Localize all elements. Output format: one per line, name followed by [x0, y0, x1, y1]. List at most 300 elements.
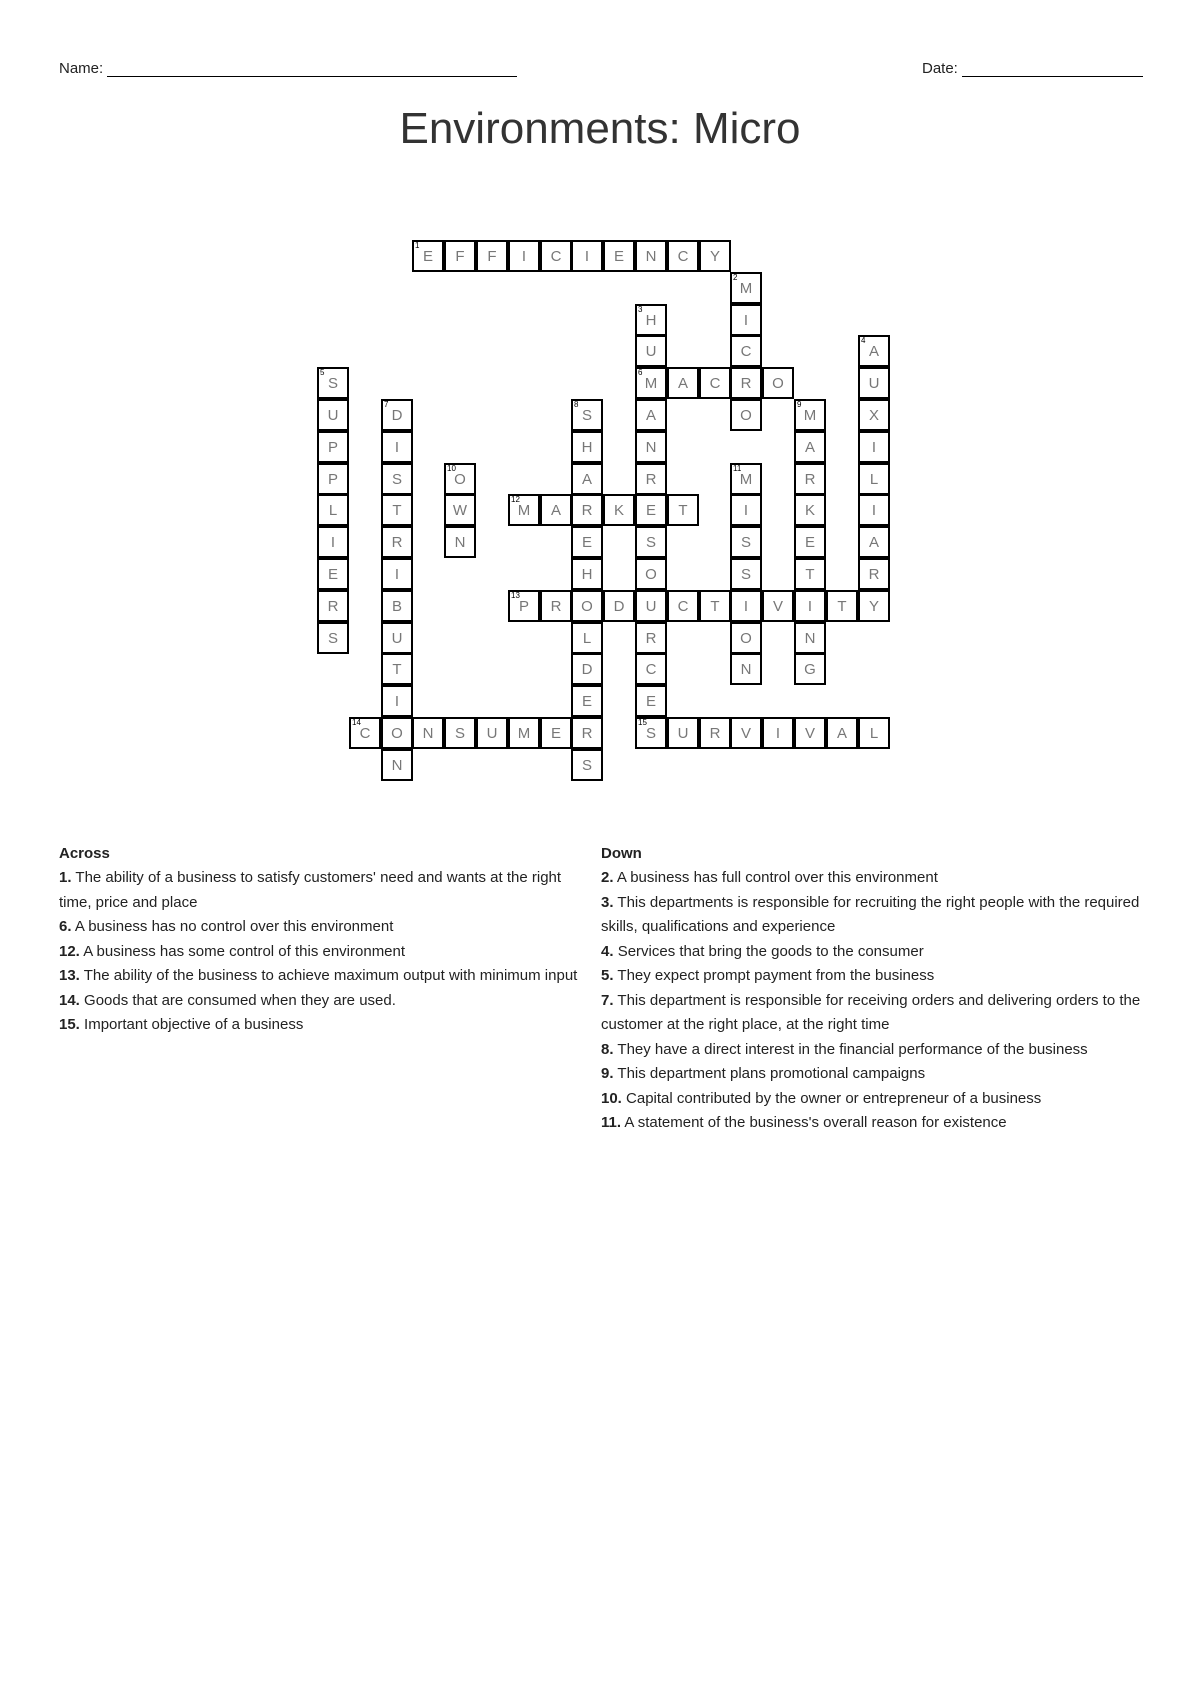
grid-cell[interactable]: [635, 431, 667, 463]
clue-number-label: 11: [733, 464, 742, 473]
cell-letter: R: [327, 597, 339, 615]
grid-cell[interactable]: [794, 526, 826, 558]
grid-cell[interactable]: [571, 431, 603, 463]
cell-letter: E: [327, 565, 338, 583]
cell-letter: V: [804, 724, 815, 742]
cell-letter: E: [422, 247, 433, 265]
grid-cell[interactable]: [858, 558, 890, 590]
grid-cell[interactable]: [444, 494, 476, 526]
grid-cell[interactable]: [699, 367, 731, 399]
down-clue: [601, 1111, 1161, 1136]
cell-letter: N: [422, 724, 434, 742]
grid-cell[interactable]: [730, 272, 762, 304]
cell-letter: L: [869, 470, 879, 488]
grid-cell[interactable]: [571, 653, 603, 685]
cell-letter: W: [452, 501, 468, 519]
grid-cell[interactable]: [540, 717, 572, 749]
grid-cell[interactable]: [571, 494, 603, 526]
cell-letter: I: [394, 565, 400, 583]
grid-cell[interactable]: [317, 526, 349, 558]
cell-letter: M: [739, 279, 753, 297]
cell-letter: N: [645, 247, 657, 265]
clue-number-label: 9: [797, 400, 802, 409]
grid-cell[interactable]: [571, 749, 603, 781]
cell-letter: O: [391, 724, 403, 742]
grid-cell[interactable]: [571, 717, 603, 749]
cell-letter: V: [772, 597, 783, 615]
grid-cell[interactable]: [794, 399, 826, 431]
clue-text: A business has full control over this environment: [616, 869, 938, 886]
cell-letter: S: [645, 533, 656, 551]
down-clue: [601, 891, 1161, 940]
across-clue: [59, 940, 589, 965]
clue-number: 13.: [59, 967, 80, 984]
cell-letter: N: [645, 438, 657, 456]
grid-cell[interactable]: [381, 494, 413, 526]
grid-cell[interactable]: [540, 240, 572, 272]
cell-letter: N: [391, 756, 403, 774]
cell-letter: R: [740, 374, 752, 392]
cell-letter: E: [550, 724, 561, 742]
grid-cell[interactable]: [794, 717, 826, 749]
clue-text: This departments is responsible for recruiting the right people with the required skills, qualifications and experience: [601, 893, 1140, 935]
clue-text: Goods that are consumed when they are used.: [84, 991, 396, 1009]
clue-number-label: 10: [447, 464, 456, 473]
grid-cell[interactable]: [381, 590, 413, 622]
name-line[interactable]: [107, 61, 517, 77]
across-clue: [59, 1013, 589, 1038]
grid-cell[interactable]: [762, 717, 794, 749]
cell-letter: C: [359, 724, 371, 742]
name-field[interactable]: [59, 60, 517, 77]
grid-cell[interactable]: [635, 494, 667, 526]
grid-cell[interactable]: [730, 335, 762, 367]
cell-letter: O: [581, 597, 593, 615]
cell-letter: M: [644, 374, 658, 392]
cell-letter: D: [391, 406, 403, 424]
grid-cell[interactable]: [508, 494, 540, 526]
grid-cell[interactable]: [699, 590, 731, 622]
cell-letter: X: [868, 406, 879, 424]
cell-letter: O: [454, 470, 466, 488]
grid-cell[interactable]: [858, 717, 890, 749]
cell-letter: T: [392, 660, 402, 678]
cell-letter: M: [739, 470, 753, 488]
cell-letter: R: [709, 724, 721, 742]
grid-cell[interactable]: [317, 367, 349, 399]
clue-number: 2.: [601, 869, 614, 886]
clue-number-label: 14: [352, 718, 361, 727]
cell-letter: E: [645, 501, 656, 519]
date-label: Date:: [922, 60, 958, 77]
cell-letter: Y: [709, 247, 720, 265]
grid-cell[interactable]: [508, 240, 540, 272]
grid-cell[interactable]: [381, 749, 413, 781]
clue-text: Important objective of a business: [84, 1016, 304, 1033]
cell-letter: I: [871, 438, 877, 456]
clue-number-label: 4: [861, 336, 866, 345]
grid-cell[interactable]: [381, 463, 413, 495]
grid-cell[interactable]: [349, 717, 381, 749]
grid-cell[interactable]: [635, 558, 667, 590]
cell-letter: U: [391, 629, 403, 647]
cell-letter: R: [804, 470, 816, 488]
cell-letter: R: [868, 565, 880, 583]
cell-letter: D: [613, 597, 625, 615]
grid-cell[interactable]: [381, 622, 413, 654]
cell-letter: H: [581, 565, 593, 583]
grid-cell[interactable]: [571, 622, 603, 654]
grid-cell[interactable]: [794, 653, 826, 685]
grid-cell[interactable]: [730, 526, 762, 558]
clue-number-label: 1: [415, 241, 420, 250]
grid-cell[interactable]: [508, 590, 540, 622]
grid-cell[interactable]: [317, 431, 349, 463]
grid-cell[interactable]: [794, 463, 826, 495]
grid-cell[interactable]: [730, 558, 762, 590]
grid-cell[interactable]: [794, 622, 826, 654]
cell-letter: U: [327, 406, 339, 424]
grid-cell[interactable]: [635, 399, 667, 431]
cell-letter: T: [837, 597, 847, 615]
grid-cell[interactable]: [667, 590, 699, 622]
cell-letter: I: [871, 501, 877, 519]
cell-letter: F: [487, 247, 497, 265]
grid-cell[interactable]: [381, 399, 413, 431]
cell-letter: V: [740, 724, 751, 742]
grid-cell[interactable]: [730, 304, 762, 336]
cell-letter: T: [805, 565, 815, 583]
cell-letter: U: [486, 724, 498, 742]
cell-letter: U: [645, 597, 657, 615]
cell-letter: K: [804, 501, 815, 519]
grid-cell[interactable]: [317, 494, 349, 526]
grid-cell[interactable]: [635, 685, 667, 717]
grid-cell[interactable]: [794, 431, 826, 463]
grid-cell[interactable]: [794, 558, 826, 590]
clue-number: 15.: [59, 1016, 80, 1033]
cell-letter: I: [394, 438, 400, 456]
clue-number-label: 15: [638, 718, 647, 727]
clue-number-label: 7: [384, 400, 389, 409]
grid-cell[interactable]: [635, 622, 667, 654]
grid-cell[interactable]: [667, 367, 699, 399]
grid-cell[interactable]: [858, 463, 890, 495]
cell-letter: S: [581, 406, 592, 424]
down-clue: [601, 940, 1161, 965]
grid-cell[interactable]: [444, 526, 476, 558]
down-clue: [601, 866, 1161, 891]
clue-text: A business has some control of this environment: [83, 942, 406, 960]
grid-cell[interactable]: [762, 367, 794, 399]
grid-cell[interactable]: [730, 622, 762, 654]
cell-letter: I: [521, 247, 527, 265]
cell-letter: S: [645, 724, 656, 742]
cell-letter: A: [836, 724, 847, 742]
clue-text: The ability of a business to satisfy customers' need and wants at the right time, price and place: [59, 869, 562, 911]
clue-text: They have a direct interest in the financial performance of the business: [617, 1040, 1088, 1058]
grid-cell[interactable]: [635, 717, 667, 749]
grid-cell[interactable]: [381, 653, 413, 685]
clue-text: A business has no control over this environment: [74, 918, 394, 935]
cell-letter: K: [613, 501, 624, 519]
across-clue: [59, 964, 589, 989]
grid-cell[interactable]: [412, 717, 444, 749]
grid-cell[interactable]: [699, 717, 731, 749]
clue-number: 7.: [601, 991, 614, 1009]
cell-letter: A: [645, 406, 656, 424]
grid-cell[interactable]: [476, 240, 508, 272]
grid-cell[interactable]: [317, 399, 349, 431]
cell-letter: B: [391, 597, 402, 615]
grid-cell[interactable]: [635, 653, 667, 685]
grid-cell[interactable]: [635, 304, 667, 336]
cell-letter: A: [868, 533, 879, 551]
clue-number: 11.: [601, 1114, 622, 1131]
cell-letter: E: [804, 533, 815, 551]
cell-letter: A: [550, 501, 561, 519]
cell-letter: C: [550, 247, 562, 265]
cell-letter: N: [804, 629, 816, 647]
grid-cell[interactable]: [858, 335, 890, 367]
cell-letter: I: [743, 597, 749, 615]
grid-cell[interactable]: [540, 494, 572, 526]
grid-cell[interactable]: [635, 240, 667, 272]
grid-cell[interactable]: [858, 494, 890, 526]
grid-cell[interactable]: [508, 717, 540, 749]
cell-letter: R: [581, 724, 593, 742]
clue-text: A statement of the business's overall reason for existence: [624, 1114, 1007, 1131]
clue-number-label: 12: [511, 495, 520, 504]
cell-letter: N: [740, 660, 752, 678]
grid-cell[interactable]: [317, 558, 349, 590]
clue-number: 1.: [59, 869, 72, 886]
grid-cell[interactable]: [381, 717, 413, 749]
clue-text: Services that bring the goods to the consumer: [617, 942, 924, 960]
clue-number-label: 3: [638, 305, 643, 314]
crossword-grid: [317, 240, 892, 800]
grid-cell[interactable]: [571, 463, 603, 495]
cell-letter: R: [391, 533, 403, 551]
down-clue: [601, 1087, 1161, 1112]
grid-cell[interactable]: [444, 717, 476, 749]
clue-number: 12.: [59, 942, 80, 960]
cell-letter: A: [581, 470, 592, 488]
grid-cell[interactable]: [635, 367, 667, 399]
clue-text: The ability of the business to achieve maximum output with minimum input: [83, 967, 578, 984]
grid-cell[interactable]: [730, 463, 762, 495]
grid-cell[interactable]: [444, 463, 476, 495]
cell-letter: Y: [868, 597, 879, 615]
cell-letter: P: [327, 470, 338, 488]
cell-letter: C: [677, 597, 689, 615]
grid-cell[interactable]: [730, 653, 762, 685]
cell-letter: I: [743, 501, 749, 519]
grid-cell[interactable]: [571, 685, 603, 717]
grid-cell[interactable]: [762, 590, 794, 622]
grid-cell[interactable]: [603, 494, 635, 526]
grid-cell[interactable]: [635, 463, 667, 495]
grid-cell[interactable]: [730, 399, 762, 431]
cell-letter: G: [804, 660, 816, 678]
grid-cell[interactable]: [635, 590, 667, 622]
grid-cell[interactable]: [858, 526, 890, 558]
cell-letter: S: [740, 565, 751, 583]
cell-letter: A: [868, 342, 879, 360]
cell-letter: S: [454, 724, 465, 742]
grid-cell[interactable]: [667, 494, 699, 526]
cell-letter: T: [678, 501, 688, 519]
down-clues: [601, 842, 1161, 1136]
clue-number-label: 2: [733, 273, 738, 282]
cell-letter: L: [582, 629, 592, 647]
cell-letter: I: [743, 311, 749, 329]
grid-cell[interactable]: [826, 590, 858, 622]
down-clue: [601, 989, 1161, 1038]
down-clue: [601, 1038, 1161, 1063]
cell-letter: L: [869, 724, 879, 742]
clue-number-label: 13: [511, 591, 520, 600]
cell-letter: I: [807, 597, 813, 615]
clue-number: 9.: [601, 1065, 614, 1082]
clue-number: 6.: [59, 918, 72, 935]
grid-cell[interactable]: [826, 717, 858, 749]
clue-text: They expect prompt payment from the business: [617, 967, 935, 984]
date-line[interactable]: [962, 61, 1143, 77]
cell-letter: M: [517, 724, 531, 742]
cell-letter: I: [775, 724, 781, 742]
clue-number-label: 6: [638, 368, 643, 377]
cell-letter: I: [584, 247, 590, 265]
page-title: Environments: Micro: [399, 104, 801, 153]
cell-letter: H: [581, 438, 593, 456]
cell-letter: L: [328, 501, 338, 519]
grid-cell[interactable]: [603, 240, 635, 272]
clue-number: 4.: [601, 942, 614, 960]
grid-cell[interactable]: [571, 399, 603, 431]
clue-text: This department plans promotional campaigns: [617, 1065, 926, 1082]
grid-cell[interactable]: [858, 399, 890, 431]
grid-cell[interactable]: [381, 558, 413, 590]
cell-letter: D: [581, 660, 593, 678]
cell-letter: N: [454, 533, 466, 551]
grid-cell[interactable]: [858, 367, 890, 399]
clue-text: This department is responsible for receiving orders and delivering orders to the customer at the right place, at the right time: [601, 991, 1141, 1033]
grid-cell[interactable]: [667, 717, 699, 749]
clue-number-label: 5: [320, 368, 325, 377]
grid-cell[interactable]: [730, 494, 762, 526]
across-clue: [59, 989, 589, 1014]
across-heading: Across: [59, 845, 110, 862]
cell-letter: U: [645, 342, 657, 360]
grid-cell[interactable]: [571, 558, 603, 590]
grid-cell[interactable]: [476, 717, 508, 749]
clue-number-label: 8: [574, 400, 579, 409]
grid-cell[interactable]: [412, 240, 444, 272]
clue-number: 10.: [601, 1089, 622, 1107]
grid-cell[interactable]: [381, 431, 413, 463]
cell-letter: M: [803, 406, 817, 424]
cell-letter: S: [327, 629, 338, 647]
cell-letter: O: [740, 406, 752, 424]
grid-cell[interactable]: [540, 590, 572, 622]
grid-cell[interactable]: [381, 685, 413, 717]
clue-number: 3.: [601, 893, 614, 911]
grid-cell[interactable]: [730, 590, 762, 622]
cell-letter: R: [645, 629, 657, 647]
cell-letter: I: [330, 533, 336, 551]
grid-cell[interactable]: [794, 590, 826, 622]
cell-letter: E: [613, 247, 624, 265]
across-clues: [59, 842, 589, 1038]
grid-cell[interactable]: [571, 240, 603, 272]
grid-cell[interactable]: [603, 590, 635, 622]
grid-cell[interactable]: [571, 590, 603, 622]
cell-letter: M: [517, 501, 531, 519]
grid-cell[interactable]: [858, 431, 890, 463]
cell-letter: O: [740, 629, 752, 647]
clue-number: 8.: [601, 1040, 614, 1058]
grid-cell[interactable]: [858, 590, 890, 622]
grid-cell[interactable]: [381, 526, 413, 558]
cell-letter: A: [677, 374, 688, 392]
cell-letter: F: [455, 247, 465, 265]
cell-letter: A: [804, 438, 815, 456]
grid-cell[interactable]: [571, 526, 603, 558]
cell-letter: T: [392, 501, 402, 519]
cell-letter: C: [740, 342, 752, 360]
cell-letter: U: [868, 374, 880, 392]
cell-letter: P: [327, 438, 338, 456]
cell-letter: C: [645, 660, 657, 678]
grid-cell[interactable]: [317, 463, 349, 495]
grid-cell[interactable]: [444, 240, 476, 272]
grid-cell[interactable]: [794, 494, 826, 526]
down-clue: [601, 1062, 1161, 1087]
grid-cell[interactable]: [730, 367, 762, 399]
cell-letter: S: [581, 756, 592, 774]
cell-letter: C: [709, 374, 721, 392]
cell-letter: H: [645, 311, 657, 329]
name-label: Name:: [59, 60, 104, 77]
grid-cell[interactable]: [635, 335, 667, 367]
cell-letter: U: [677, 724, 689, 742]
clue-text: Capital contributed by the owner or entrepreneur of a business: [626, 1089, 1042, 1107]
cell-letter: S: [391, 470, 402, 488]
cell-letter: E: [581, 692, 592, 710]
cell-letter: C: [677, 247, 689, 265]
cell-letter: P: [518, 597, 529, 615]
grid-cell[interactable]: [699, 240, 731, 272]
cell-letter: E: [581, 533, 592, 551]
clue-number: 5.: [601, 967, 614, 984]
grid-cell[interactable]: [317, 590, 349, 622]
cell-letter: O: [645, 565, 657, 583]
grid-cell[interactable]: [317, 622, 349, 654]
cell-letter: T: [710, 597, 720, 615]
cell-letter: I: [394, 692, 400, 710]
down-heading: Down: [601, 845, 642, 862]
date-field[interactable]: [922, 60, 1143, 77]
cell-letter: E: [645, 692, 656, 710]
cell-letter: R: [645, 470, 657, 488]
cell-letter: S: [327, 374, 338, 392]
clue-number: 14.: [59, 991, 80, 1009]
grid-cell[interactable]: [730, 717, 762, 749]
cell-letter: R: [550, 597, 562, 615]
grid-cell[interactable]: [667, 240, 699, 272]
grid-cell[interactable]: [635, 526, 667, 558]
